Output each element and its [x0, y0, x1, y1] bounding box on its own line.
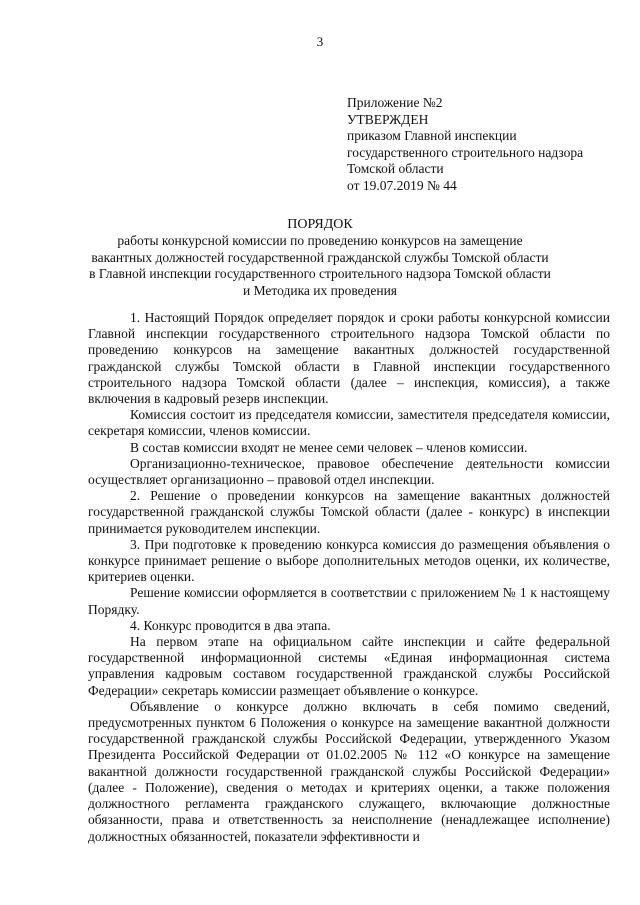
approval-block [347, 95, 583, 194]
paragraph: 1. Настоящий Порядок определяет порядок и сроки работы конкурсной комиссии Главной инспекции государственного строительного надзора Томской области по проведению конкурсов на замещение вакантных должностей государственной гражданской службы Томской области в Главной инспекции государственного строительного надзора Томской области (далее – инспекция, комиссия), а также включения в кадровый резерв инспекции. [88, 310, 610, 407]
paragraph: Организационно-техническое, правовое обеспечение деятельности комиссии осуществляет организационно – правовой отдел инспекции. [88, 455, 610, 488]
document-subtitle: работы конкурсной комиссии по проведению конкурсов на замещение вакантных должностей государственной гражданской службы Томской области в Главной инспекции государственного строительного надзора Томской области и Методика их проведения [89, 233, 551, 298]
approval-line: Приложение №2 [347, 95, 443, 110]
paragraph: 2. Решение о проведении конкурсов на замещение вакантных должностей государственной гражданской службы Томской области (далее - конкурс) в инспекции принимается руководителем инспекции. [88, 488, 610, 536]
paragraph: Решение комиссии оформляется в соответствии с приложением № 1 к настоящему Порядку. [88, 585, 610, 617]
document-title: ПОРЯДОК [287, 217, 353, 232]
approval-line: от 19.07.2019 № 44 [347, 177, 457, 193]
approval-line: приказом Главной инспекции [347, 128, 517, 143]
paragraph: Объявление о конкурсе должно включать в себя помимо сведений, предусмотренных пунктом 6 Положения о конкурсе на замещение вакантной должности государственной гражданской службы Российской Федерации, утвержденного Указом Президента Российской Федерации от 01.02.2005 № 112 «О конкурсе на замещение вакантной должности государственной гражданской службы Российской Федерации» (далее - Положение), сведения о методах и критериях оценки, а также положения должностного регламента гражданского служащего, включающие должностные обязанности, права и ответственность за неисполнение (ненадлежащее исполнение) должностных обязанностей, показатели эффективности и [88, 698, 610, 844]
paragraph: Комиссия состоит из председателя комиссии, заместителя председателя комиссии, секретаря комиссии, членов комиссии. [88, 407, 610, 439]
paragraph: В состав комиссии входят не менее семи человек – членов комиссии. [130, 439, 528, 455]
page-number: 3 [316, 34, 324, 49]
approval-line: Томской области [347, 161, 444, 176]
document-body [88, 310, 610, 845]
paragraph: 3. При подготовке к проведению конкурса комиссия до размещения объявления о конкурсе принимает решение о выборе дополнительных методов оценки, их количестве, критериев оценки. [88, 536, 610, 585]
paragraph: 4. Конкурс проводится в два этапа. [130, 617, 331, 633]
paragraph: На первом этапе на официальном сайте инспекции и сайте федеральной государственной информационной системы «Единая информационная система управления кадровым составом государственной гражданской службы Российской Федерации» секретарь комиссии размещает объявление о конкурсе. [88, 634, 610, 698]
approval-line: УТВЕРЖДЕН [347, 111, 429, 127]
approval-line: государственного строительного надзора [347, 144, 584, 160]
